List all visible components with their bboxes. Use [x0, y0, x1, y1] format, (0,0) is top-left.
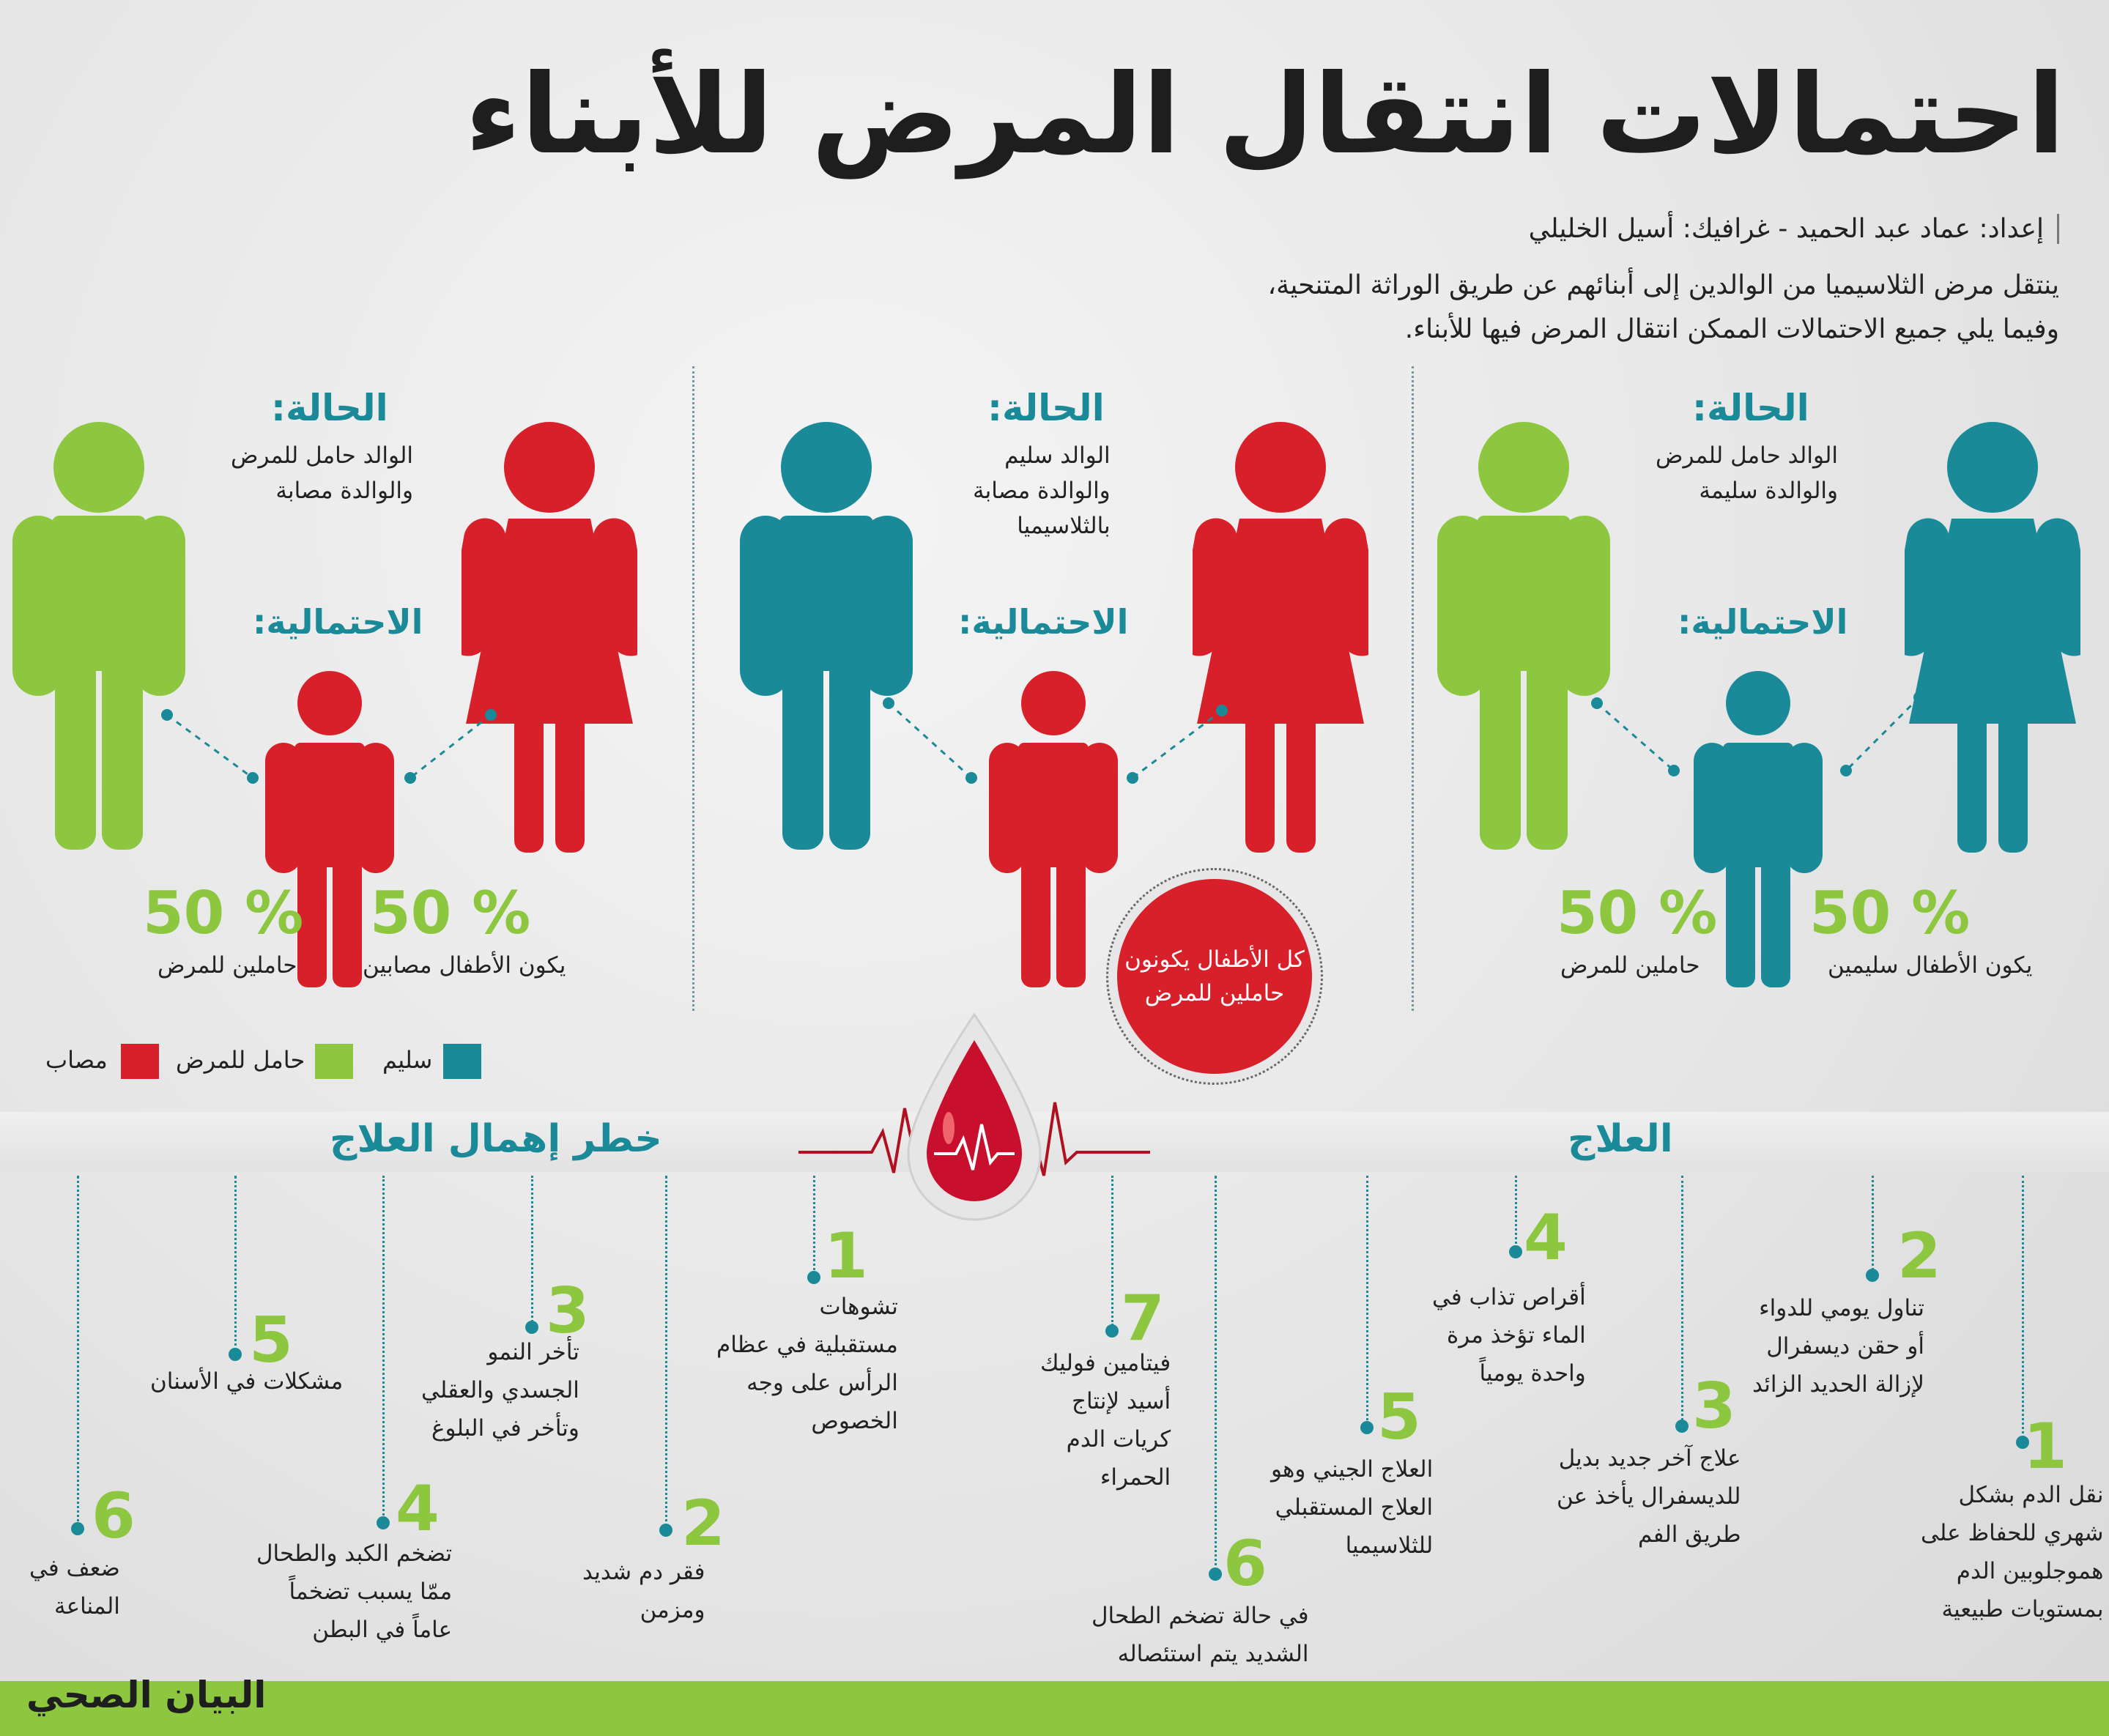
treatment-number: 4	[1524, 1201, 1568, 1275]
neglect-connector	[531, 1176, 533, 1322]
treatment-dot	[1675, 1420, 1689, 1433]
legend-affected-label: مصاب	[45, 1046, 108, 1074]
publication-logo: البيان الصحي	[26, 1674, 267, 1716]
intro-text: ينتقل مرض الثلاسيميا من الوالدين إلى أبنائهم عن طريق الوراثة المتنحية، وفيما يلي جميع الاحتمالات الممكن انتقال المرض فيها للأبناء.	[1267, 270, 2059, 344]
treatment-connector	[1366, 1176, 1368, 1425]
neglect-item: مشكلات في الأسنان	[150, 1368, 344, 1395]
neglect-item: تضخم الكبد والطحال ممّا يسبب تضخماً عاماً في البطن	[256, 1540, 453, 1643]
neglect-number: 5	[249, 1304, 293, 1377]
treatment-number: 6	[1223, 1527, 1267, 1600]
neglect-dot	[71, 1522, 84, 1535]
neglect-item: تأخر النمو الجسدي والعقلي وتأخر في البلوغ	[421, 1339, 579, 1442]
neglect-dot	[659, 1524, 672, 1537]
treatment-number: 5	[1377, 1381, 1421, 1454]
neglect-section-title: خطر إهمال العلاج	[330, 1117, 662, 1161]
neglect-dot	[807, 1271, 820, 1284]
connector-lines	[694, 366, 1412, 1011]
neglect-number: 4	[396, 1472, 440, 1546]
probability-label: الاحتمالية:	[1678, 602, 1848, 642]
neglect-connector	[77, 1176, 79, 1527]
percent-carrier-label: حاملين للمرض	[157, 952, 297, 979]
treatment-item: في حالة تضخم الطحال الشديد يتم استئصاله	[1091, 1603, 1309, 1667]
treatment-item: علاج آخر جديد بديل للديسفرال يأخذ عن طريق الفم	[1557, 1445, 1741, 1548]
treatment-item: نقل الدم بشكل شهري للحفاظ على هموجلوبين الدم بمستويات طبيعية	[1921, 1482, 2104, 1622]
neglect-connector	[813, 1176, 815, 1275]
neglect-connector	[382, 1176, 385, 1520]
status-label: الحالة:	[1692, 387, 1809, 429]
treatment-connector	[1681, 1176, 1683, 1425]
neglect-dot	[525, 1321, 538, 1334]
percent-healthy: 50 %	[1809, 879, 1971, 947]
connector-lines	[1414, 366, 2109, 1011]
percent-carrier: 50 %	[1557, 879, 1718, 947]
neglect-dot	[377, 1516, 390, 1529]
treatment-item: فيتامين فوليك أسيد لإنتاج كريات الدم الحمراء	[1040, 1350, 1171, 1491]
treatment-number: 2	[1897, 1220, 1941, 1293]
treatment-section-title: العلاج	[1568, 1117, 1673, 1161]
status-label: الحالة:	[987, 387, 1105, 429]
blood-drop-icon	[791, 1000, 1157, 1242]
footer-bar	[0, 1681, 2109, 1736]
treatment-dot	[1209, 1568, 1222, 1581]
credit-line: إعداد: عماد عبد الحميد - غرافيك: أسيل الخليلي	[1529, 214, 2059, 244]
healthy-swatch	[443, 1044, 481, 1079]
treatment-connector	[1515, 1176, 1517, 1253]
percent-healthy-label: يكون الأطفال سليمين	[1828, 952, 2033, 979]
treatment-item: أقراص تذاب في الماء تؤخذ مرة واحدة يومياً	[1432, 1284, 1586, 1387]
treatment-dot	[1509, 1245, 1522, 1258]
treatment-connector	[1111, 1176, 1113, 1326]
neglect-number: 2	[681, 1487, 725, 1560]
treatment-item: العلاج الجيني وهو العلاج المستقبلي للثلاسيميا	[1271, 1456, 1434, 1559]
neglect-connector	[665, 1176, 667, 1527]
treatment-dot	[1105, 1324, 1119, 1338]
neglect-number: 6	[92, 1480, 136, 1553]
percent-affected-label: يكون الأطفال مصابين	[363, 952, 566, 979]
percent-carrier: 50 %	[143, 879, 304, 947]
treatment-connector	[2022, 1176, 2024, 1443]
status-text: الوالد سليم والوالدة مصابة بالثلاسيميا	[973, 442, 1111, 539]
page-title: احتمالات انتقال المرض للأبناء	[464, 51, 2065, 179]
scenario-1	[1414, 366, 2109, 1011]
treatment-connector	[1872, 1176, 1874, 1275]
connector-lines	[0, 366, 692, 1011]
treatment-number: 1	[2023, 1410, 2067, 1483]
legend-healthy-label: سليم	[382, 1046, 433, 1074]
treatment-connector	[1215, 1176, 1217, 1571]
neglect-dot	[229, 1348, 242, 1361]
treatment-dot	[1360, 1421, 1374, 1434]
neglect-connector	[234, 1176, 237, 1351]
all-carriers-badge: كل الأطفال يكونون حاملين للمرض	[1106, 868, 1323, 1085]
legend-carrier-label: حامل للمرض	[176, 1046, 305, 1074]
neglect-number: 1	[824, 1220, 868, 1293]
neglect-item: فقر دم شديد ومزمن	[582, 1559, 705, 1623]
treatment-dot	[1866, 1269, 1879, 1282]
treatment-number: 3	[1692, 1370, 1736, 1443]
neglect-item: تشوهات مستقبلية في عظام الرأس على وجه الخصوص	[716, 1294, 898, 1434]
scenario-2	[694, 366, 1412, 1011]
neglect-item: ضعف في المناعة	[29, 1555, 120, 1620]
status-text: الوالد حامل للمرض والوالدة سليمة	[1656, 442, 1839, 504]
neglect-number: 3	[546, 1275, 590, 1348]
carrier-swatch	[315, 1044, 353, 1079]
probability-label: الاحتمالية:	[958, 602, 1129, 642]
percent-affected: 50 %	[370, 879, 531, 947]
status-label: الحالة:	[271, 387, 388, 429]
probability-label: الاحتمالية:	[253, 602, 423, 642]
scenario-3	[0, 366, 692, 1011]
status-text: الوالد حامل للمرض والوالدة مصابة	[231, 442, 414, 504]
treatment-item: تناول يومي للدواء أو حقن ديسفرال لإزالة الحديد الزائد	[1752, 1295, 1924, 1398]
percent-carrier-label: حاملين للمرض	[1560, 952, 1700, 979]
affected-swatch	[121, 1044, 159, 1079]
treatment-number: 7	[1121, 1282, 1165, 1355]
